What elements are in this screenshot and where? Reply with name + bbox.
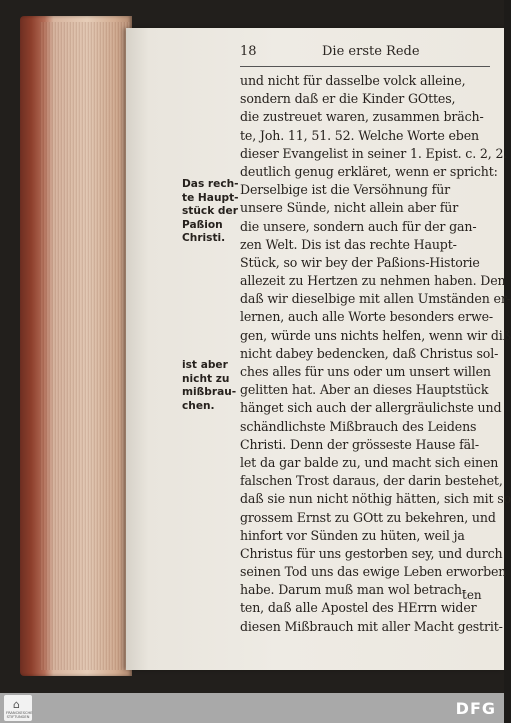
text-line: Christus für uns gestorben sey, und durch (240, 545, 503, 561)
margin-note-line: ist aber (182, 359, 228, 371)
text-line: daß wir dieselbige mit allen Umständen er- (240, 291, 511, 307)
running-title: Die erste Rede (322, 44, 420, 59)
text-line: ches alles für uns oder um unsert willen (240, 364, 491, 379)
text-line: diesen Mißbrauch mit aller Macht gestrit- (240, 618, 503, 634)
catchword: ten (462, 588, 482, 602)
dfg-logo: DFG (455, 699, 496, 718)
text-line: zen Welt. Dis ist das rechte Haupt- (240, 236, 457, 252)
text-line: nicht dabey bedencken, daß Christus sol- (240, 345, 499, 361)
text-line: lernen, auch alle Worte besonders erwe- (240, 309, 493, 325)
text-line: Derselbige ist die Versöhnung für (240, 182, 451, 198)
text-line: die unsere, sondern auch für der gan- (240, 218, 477, 234)
margin-note-line: stück der (182, 205, 238, 217)
margin-note-haupt-stueck (182, 178, 242, 246)
viewer-footer (0, 693, 504, 723)
text-line: grossem Ernst zu GOtt zu bekehren, und (240, 509, 496, 525)
margin-note-line: chen. (182, 399, 215, 412)
text-line: gelitten hat. Aber an dieses Hauptstück (240, 382, 489, 398)
page-header (240, 44, 490, 67)
library-logo-icon: ⌂ (13, 698, 20, 711)
text-line: allezeit zu Hertzen zu nehmen haben. Den (240, 273, 506, 289)
margin-note-line: Christi. (182, 232, 226, 244)
text-line: gen, würde uns nichts helfen, wenn wir diß (240, 327, 511, 343)
text-line: sondern daß er die Kinder GOttes, (240, 91, 456, 107)
library-logo (4, 695, 32, 721)
text-line: schändlichste Mißbrauch des Leidens (240, 418, 477, 434)
margin-note-line: mißbrau- (182, 386, 237, 398)
text-line: seinen Tod uns das ewige Leben erworben (240, 564, 507, 580)
text-line: habe. Darum muß man wol betrach- (240, 582, 466, 598)
text-line: te, Joh. 11, 51. 52. Welche Worte eben (240, 127, 479, 143)
text-line: daß sie nun nicht nöthig hätten, sich mit so (240, 491, 511, 507)
text-line: Stück, so wir bey der Paßions-Historie (240, 254, 480, 270)
text-line: falschen Trost daraus, der darin bestehet, (240, 473, 503, 489)
margin-note-line: Das rech- (182, 178, 239, 190)
margin-note-line: te Haupt- (182, 191, 239, 204)
text-line: und nicht für dasselbe volck alleine, (240, 73, 466, 88)
text-line: unsere Sünde, nicht allein aber für (240, 200, 459, 216)
page-number: 18 (240, 44, 257, 59)
text-line: let da gar balde zu, und macht sich einen (240, 454, 499, 470)
text-line: ten, daß alle Apostel des HErrn wider (240, 600, 477, 616)
text-line: hänget sich auch der allergräulichste und (240, 400, 502, 416)
margin-note-line: Paßion (182, 218, 223, 231)
text-line: die zustreuet waren, zusammen bräch- (240, 109, 484, 125)
text-line: dieser Evangelist in seiner 1. Epist. c. 2, 2. (240, 145, 508, 161)
page-edges (40, 22, 130, 670)
margin-note-line: nicht zu (182, 372, 230, 385)
text-line: hinfort vor Sünden zu hüten, weil ja (240, 527, 465, 543)
text-line: Christi. Denn der grösseste Hause fäl- (240, 436, 479, 452)
library-logo-text: FRANCKESCHE STIFTUNGEN (6, 711, 33, 719)
text-line: deutlich genug erkläret, wenn er spricht: (240, 163, 498, 179)
margin-note-missbrauch (182, 359, 242, 413)
body-text (240, 72, 511, 634)
